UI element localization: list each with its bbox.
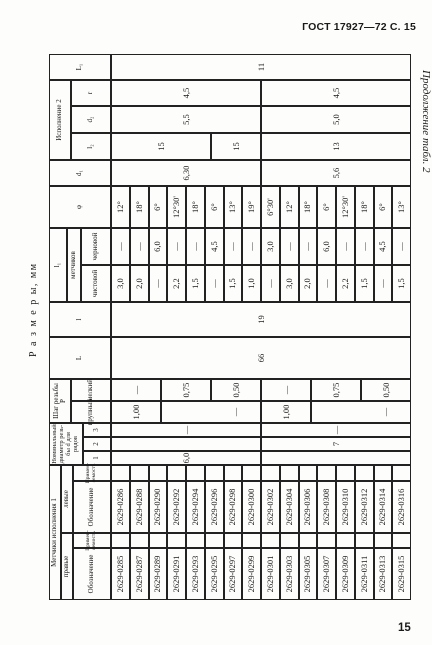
col-nominal-diam: Номинальный диаметр резь-бы d для рядов: [49, 423, 83, 465]
phi-value: 18°: [186, 186, 205, 228]
code-pravye: 2629-0311: [355, 548, 374, 600]
phi-value: 6°: [317, 186, 336, 228]
applicability-cell: [374, 533, 393, 548]
code-levye: 2629-0292: [167, 481, 186, 533]
col-L: L: [49, 337, 111, 379]
diam-row2-b: 7: [261, 437, 411, 451]
r-value-b: 4,5: [261, 80, 411, 106]
col-r: r: [71, 80, 111, 106]
chistovoy-value: —: [261, 265, 280, 302]
applicability-cell: [149, 465, 168, 481]
chernovoy-value: —: [392, 228, 411, 265]
chernovoy-value: —: [130, 228, 149, 265]
applicability-cell: [167, 465, 186, 481]
code-levye: 2629-0288: [130, 481, 149, 533]
code-pravye: 2629-0309: [336, 548, 355, 600]
phi-value: 12°: [280, 186, 299, 228]
chistovoy-value: 2,2: [336, 265, 355, 302]
phi-value: 12°30': [336, 186, 355, 228]
chistovoy-value: 1,5: [392, 265, 411, 302]
r-value-a: 4,5: [111, 80, 261, 106]
col-L1: L₁: [49, 54, 111, 80]
applicability-cell: [224, 533, 243, 548]
phi-value: 12°: [111, 186, 130, 228]
code-levye: 2629-0316: [392, 481, 411, 533]
code-levye: 2629-0304: [280, 481, 299, 533]
chistovoy-value: —: [149, 265, 168, 302]
col-prim-1: Примен-яемость: [73, 533, 111, 548]
applicability-cell: [336, 533, 355, 548]
diam-row1-a: 6,0: [111, 451, 261, 465]
code-pravye: 2629-0315: [392, 548, 411, 600]
code-pravye: 2629-0303: [280, 548, 299, 600]
chistovoy-value: 1,0: [242, 265, 261, 302]
chistovoy-value: 1,5: [186, 265, 205, 302]
chernovoy-value: 4,5: [374, 228, 393, 265]
pitch-fine-4: —: [261, 379, 311, 401]
code-pravye: 2629-0299: [242, 548, 261, 600]
col-d2: d₂: [71, 106, 111, 133]
applicability-cell: [392, 533, 411, 548]
pitch-fine-2: 0,75: [161, 379, 211, 401]
applicability-cell: [317, 465, 336, 481]
phi-value: 13°: [224, 186, 243, 228]
phi-value: 18°: [299, 186, 318, 228]
chernovoy-value: —: [111, 228, 130, 265]
col-l: l: [49, 302, 111, 337]
applicability-cell: [130, 465, 149, 481]
chistovoy-value: 3,0: [280, 265, 299, 302]
phi-value: 6°: [149, 186, 168, 228]
code-pravye: 2629-0293: [186, 548, 205, 600]
code-levye: 2629-0310: [336, 481, 355, 533]
applicability-cell: [374, 465, 393, 481]
phi-value: 18°: [130, 186, 149, 228]
col-pitch: Шаг резьбы P: [49, 379, 71, 423]
col-row2: 2: [83, 437, 111, 451]
chistovoy-value: 1,5: [355, 265, 374, 302]
applicability-cell: [355, 533, 374, 548]
chistovoy-value: 2,0: [130, 265, 149, 302]
code-levye: 2629-0286: [111, 481, 130, 533]
applicability-cell: [205, 465, 224, 481]
chernovoy-value: —: [167, 228, 186, 265]
applicability-cell: [111, 465, 130, 481]
chistovoy-value: 2,2: [167, 265, 186, 302]
d2-value-a: 5,5: [111, 106, 261, 133]
col-type2: Исполнение 2: [49, 80, 71, 160]
col-roughing: черновой: [81, 228, 111, 265]
chernovoy-value: 4,5: [205, 228, 224, 265]
applicability-cell: [186, 533, 205, 548]
code-pravye: 2629-0291: [167, 548, 186, 600]
code-pravye: 2629-0285: [111, 548, 130, 600]
col-phi: φ: [49, 186, 111, 228]
applicability-cell: [149, 533, 168, 548]
chernovoy-value: —: [242, 228, 261, 265]
continuation-label: Продолжение табл. 2: [420, 70, 432, 173]
pitch-fine-5: 0,75: [311, 379, 361, 401]
phi-value: 18°: [355, 186, 374, 228]
col-pravye: правые: [61, 533, 73, 600]
pitch-coarse-1: 1,00: [111, 401, 161, 423]
code-levye: 2629-0308: [317, 481, 336, 533]
chernovoy-value: —: [186, 228, 205, 265]
phi-value: 19°: [242, 186, 261, 228]
applicability-cell: [261, 533, 280, 548]
col-levye: левые: [61, 465, 73, 533]
standard-header: ГОСТ 17927—72 С. 15: [302, 21, 416, 33]
chernovoy-value: —: [336, 228, 355, 265]
l2-value-a: 15: [111, 133, 211, 160]
applicability-cell: [336, 465, 355, 481]
code-levye: 2629-0302: [261, 481, 280, 533]
col-taps: метчиков: [67, 228, 81, 302]
phi-value: 6°30': [261, 186, 280, 228]
chernovoy-value: —: [224, 228, 243, 265]
page-number: 15: [398, 622, 411, 634]
chernovoy-value: —: [299, 228, 318, 265]
code-levye: 2629-0294: [186, 481, 205, 533]
chistovoy-value: 3,0: [111, 265, 130, 302]
pitch-coarse-dash: —: [211, 401, 261, 423]
phi-value: 6°: [374, 186, 393, 228]
col-d1: d₁: [49, 160, 111, 186]
applicability-cell: [299, 533, 318, 548]
code-levye: 2629-0314: [374, 481, 393, 533]
pitch-coarse-3: 1,00: [261, 401, 311, 423]
applicability-cell: [392, 465, 411, 481]
col-coarse: крупный: [71, 401, 111, 423]
applicability-cell: [280, 465, 299, 481]
code-levye: 2629-0298: [224, 481, 243, 533]
col-row1: 1: [83, 451, 111, 465]
applicability-cell: [317, 533, 336, 548]
d1-value-b: 5,6: [261, 160, 411, 186]
phi-value: 12°30': [167, 186, 186, 228]
applicability-cell: [186, 465, 205, 481]
chernovoy-value: —: [355, 228, 374, 265]
chernovoy-value: 3,0: [261, 228, 280, 265]
code-pravye: 2629-0289: [149, 548, 168, 600]
col-finishing: чистовой: [81, 265, 111, 302]
d1-value-a: 6,30: [111, 160, 261, 186]
applicability-cell: [355, 465, 374, 481]
applicability-cell: [205, 533, 224, 548]
code-pravye: 2629-0305: [299, 548, 318, 600]
applicability-cell: [299, 465, 318, 481]
code-pravye: 2629-0313: [374, 548, 393, 600]
applicability-cell: [167, 533, 186, 548]
col-prim-2: Примен-яемость: [73, 465, 111, 481]
code-pravye: 2629-0297: [224, 548, 243, 600]
chernovoy-value: 6,0: [149, 228, 168, 265]
l2-value-c: 15: [211, 133, 261, 160]
col-fine: мелкий: [71, 379, 111, 401]
chistovoy-value: —: [205, 265, 224, 302]
applicability-cell: [224, 465, 243, 481]
applicability-cell: [130, 533, 149, 548]
L1-value: 11: [111, 54, 411, 80]
code-pravye: 2629-0295: [205, 548, 224, 600]
chistovoy-value: 2,0: [299, 265, 318, 302]
diam-row3-b: —: [261, 423, 411, 437]
table-title: Р а з м е р ы, мм: [28, 262, 39, 357]
col-oboz-1: Обозначение: [73, 548, 111, 600]
pitch-fine-3: 0,50: [211, 379, 261, 401]
chistovoy-value: 1,5: [224, 265, 243, 302]
applicability-cell: [242, 465, 261, 481]
col-row3: 3: [83, 423, 111, 437]
applicability-cell: [242, 533, 261, 548]
pitch-coarse-dash-2: —: [361, 401, 411, 423]
chistovoy-value: —: [317, 265, 336, 302]
col-oboz-2: Обозначение: [73, 481, 111, 533]
diam-row1-b: [261, 451, 411, 465]
diam-row2-a: [111, 437, 261, 451]
applicability-cell: [111, 533, 130, 548]
col-l2: l₂: [71, 133, 111, 160]
chernovoy-value: 6,0: [317, 228, 336, 265]
code-levye: 2629-0312: [355, 481, 374, 533]
pitch-fine-1: —: [111, 379, 161, 401]
code-levye: 2629-0306: [299, 481, 318, 533]
d2-value-b: 5,0: [261, 106, 411, 133]
code-levye: 2629-0290: [149, 481, 168, 533]
dimensions-table: [28, 54, 411, 600]
applicability-cell: [280, 533, 299, 548]
L-value: 66: [111, 337, 411, 379]
diam-row3-a: —: [111, 423, 261, 437]
col-group-type1: Метчики исполнения 1: [49, 465, 61, 600]
phi-value: 13°: [392, 186, 411, 228]
chistovoy-value: —: [374, 265, 393, 302]
col-l1: l₁: [49, 228, 67, 302]
code-levye: 2629-0300: [242, 481, 261, 533]
code-pravye: 2629-0301: [261, 548, 280, 600]
code-pravye: 2629-0307: [317, 548, 336, 600]
code-levye: 2629-0296: [205, 481, 224, 533]
chernovoy-value: —: [280, 228, 299, 265]
phi-value: 6°: [205, 186, 224, 228]
applicability-cell: [261, 465, 280, 481]
l2-value-b: 13: [261, 133, 411, 160]
pitch-fine-6: 0,50: [361, 379, 411, 401]
l-value: 19: [111, 302, 411, 337]
code-pravye: 2629-0287: [130, 548, 149, 600]
